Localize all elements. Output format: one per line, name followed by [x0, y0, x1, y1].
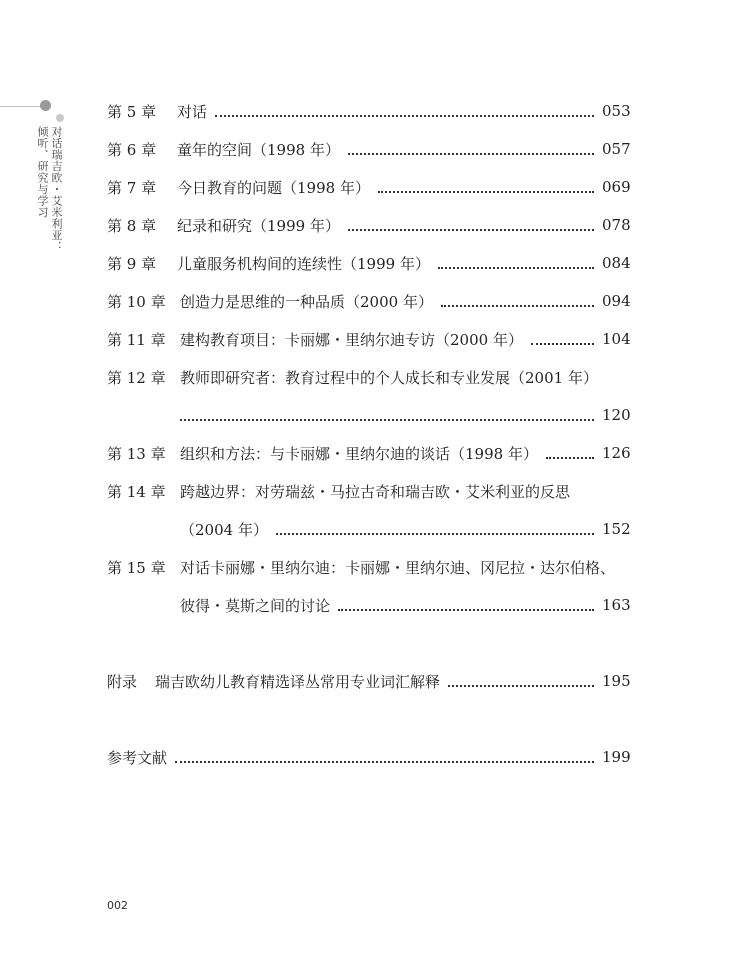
chapter-label: 第 12 章: [107, 368, 166, 387]
references-title: 参考文献: [107, 748, 168, 767]
side-divider-line: [0, 106, 44, 107]
toc-entry-appendix[interactable]: [107, 664, 630, 698]
toc-entry-continuation[interactable]: [107, 398, 630, 432]
footer-page-number: 002: [107, 899, 128, 912]
dot-leader: [531, 342, 594, 345]
chapter-label: 第 5 章: [107, 102, 157, 121]
toc-entry-references[interactable]: [107, 740, 630, 774]
toc-entry[interactable]: [107, 360, 630, 394]
chapter-title: 对话: [177, 102, 208, 121]
chapter-label: 第 10 章: [107, 292, 166, 311]
dot-leader: [348, 152, 594, 155]
toc-entry[interactable]: [107, 284, 630, 318]
chapter-label: 第 9 章: [107, 254, 157, 273]
toc-entry[interactable]: [107, 550, 630, 584]
toc-entry[interactable]: [107, 436, 630, 470]
appendix-label: 附录: [107, 672, 138, 691]
toc-entry[interactable]: [107, 322, 630, 356]
chapter-label: 第 14 章: [107, 482, 166, 501]
page-number: 126: [602, 444, 631, 462]
page-number: 104: [602, 330, 631, 348]
chapter-label: 第 7 章: [107, 178, 157, 197]
dot-leader: [448, 684, 594, 687]
toc-entry[interactable]: [107, 474, 630, 508]
dot-leader: [276, 532, 594, 535]
toc-entry[interactable]: [107, 208, 630, 242]
toc-entry[interactable]: [107, 246, 630, 280]
chapter-title: 教师即研究者：教育过程中的个人成长和专业发展（2001 年）: [180, 368, 598, 387]
dot-decoration-light: [56, 114, 64, 122]
dot-leader: [441, 304, 594, 307]
chapter-title-continuation: （2004 年）: [180, 520, 268, 539]
page-number: 057: [602, 140, 631, 158]
toc-entry-continuation[interactable]: [107, 512, 630, 546]
page-number: 152: [602, 520, 631, 538]
chapter-label: 第 6 章: [107, 140, 157, 159]
dot-decoration-dark: [40, 100, 51, 111]
toc-entry[interactable]: [107, 170, 630, 204]
toc-entry-continuation[interactable]: [107, 588, 630, 622]
page-number: 069: [602, 178, 631, 196]
chapter-title-continuation: 彼得・莫斯之间的讨论: [180, 596, 331, 615]
chapter-title: 创造力是思维的一种品质（2000 年）: [180, 292, 433, 311]
appendix-title: 瑞吉欧幼儿教育精选译丛常用专业词汇解释: [155, 672, 441, 691]
chapter-title: 组织和方法：与卡丽娜・里纳尔迪的谈话（1998 年）: [180, 444, 538, 463]
dot-leader: [180, 418, 594, 421]
side-title-line2: 倾听、研究与学习: [36, 126, 49, 218]
dot-leader: [378, 190, 594, 193]
page-number: 078: [602, 216, 631, 234]
chapter-title: 建构教育项目：卡丽娜・里纳尔迪专访（2000 年）: [180, 330, 523, 349]
page-number: 120: [602, 406, 631, 424]
side-title-line1: 对话瑞吉欧・艾米利亚：: [50, 126, 63, 253]
chapter-title: 跨越边界：对劳瑞兹・马拉古奇和瑞吉欧・艾米利亚的反思: [180, 482, 571, 501]
page-number: 163: [602, 596, 631, 614]
chapter-label: 第 13 章: [107, 444, 166, 463]
chapter-title: 儿童服务机构间的连续性（1999 年）: [177, 254, 430, 273]
dot-leader: [175, 760, 594, 763]
chapter-title: 对话卡丽娜・里纳尔迪：卡丽娜・里纳尔迪、冈尼拉・达尔伯格、: [180, 558, 616, 577]
chapter-title: 纪录和研究（1999 年）: [177, 216, 340, 235]
page-number: 094: [602, 292, 631, 310]
dot-leader: [348, 228, 594, 231]
page-number: 199: [602, 748, 631, 766]
dot-leader: [338, 608, 594, 611]
dot-leader: [546, 456, 594, 459]
chapter-title: 今日教育的问题（1998 年）: [177, 178, 370, 197]
toc-entry[interactable]: [107, 94, 630, 128]
page-number: 195: [602, 672, 631, 690]
page-number: 053: [602, 102, 631, 120]
chapter-label: 第 11 章: [107, 330, 166, 349]
dot-leader: [438, 266, 594, 269]
chapter-title: 童年的空间（1998 年）: [177, 140, 340, 159]
toc-entry[interactable]: [107, 132, 630, 166]
page-number: 084: [602, 254, 631, 272]
chapter-label: 第 8 章: [107, 216, 157, 235]
dot-leader: [215, 114, 594, 117]
chapter-label: 第 15 章: [107, 558, 166, 577]
